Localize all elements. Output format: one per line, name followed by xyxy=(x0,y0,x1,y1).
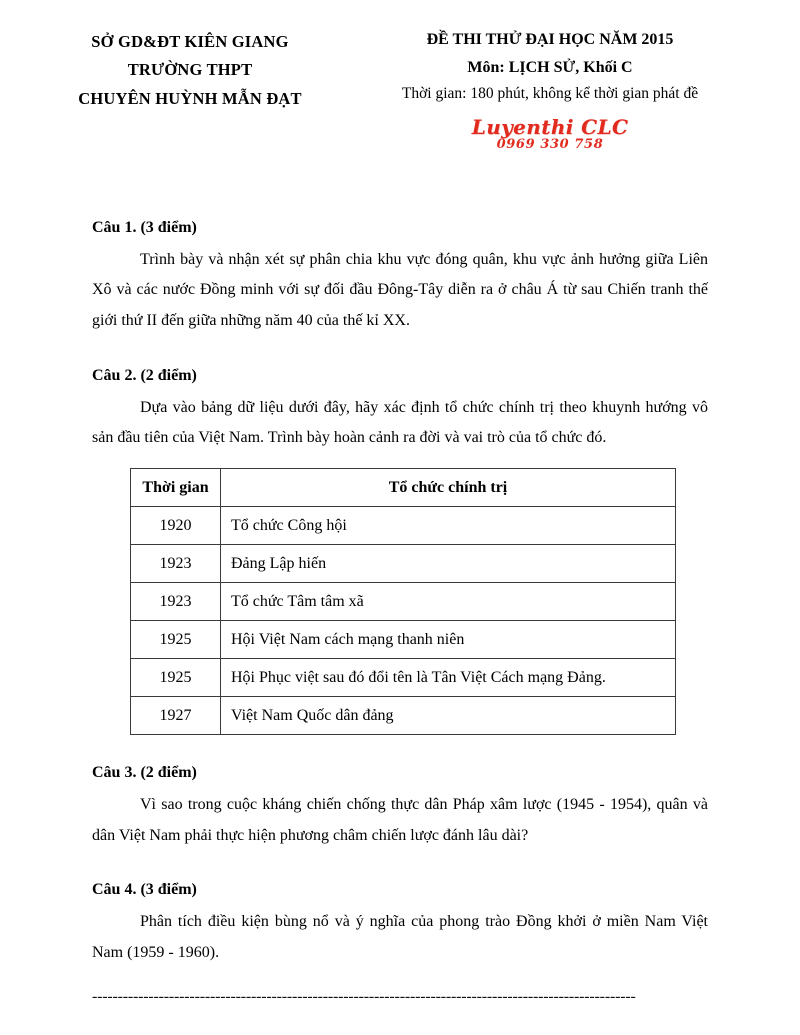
political-organizations-table-wrapper xyxy=(92,468,708,735)
school-name-line: CHUYÊN HUỲNH MẪN ĐẠT xyxy=(78,88,302,108)
cell-time: 1925 xyxy=(131,621,221,659)
exam-identity-block xyxy=(340,26,760,151)
table-header-row xyxy=(131,469,676,507)
spacer xyxy=(92,337,708,363)
table-row xyxy=(131,507,676,545)
question-2-body: Dựa vào bảng dữ liệu dưới đây, hãy xác định tổ chức chính trị theo khuynh hướng vô sản đầu tiên của Việt Nam. Trình bày hoàn cảnh ra đời và vai trò của tổ chức đó. xyxy=(92,398,708,447)
document-header xyxy=(0,0,800,151)
table-row xyxy=(131,697,676,735)
cell-organization: Đảng Lập hiến xyxy=(221,545,676,583)
question-4-body: Phân tích điều kiện bùng nổ và ý nghĩa của phong trào Đồng khởi ở miền Nam Việt Nam (1959 - 1960). xyxy=(92,913,708,962)
political-organizations-table xyxy=(130,468,676,735)
table-row xyxy=(131,621,676,659)
question-2-heading: Câu 2. (2 điểm) xyxy=(92,366,197,384)
school-identity-block xyxy=(40,26,340,113)
table-col-header-time: Thời gian xyxy=(131,469,221,507)
table-col-header-organization: Tổ chức chính trị xyxy=(221,469,676,507)
cell-time: 1923 xyxy=(131,545,221,583)
exam-content xyxy=(0,215,800,1007)
logo-brand-name: Luyenthi CLC xyxy=(471,114,629,139)
spacer xyxy=(92,739,708,760)
cell-organization: Tổ chức Tâm tâm xã xyxy=(221,583,676,621)
exam-duration: Thời gian: 180 phút, không kể thời gian phát đề xyxy=(401,85,699,103)
cell-organization: Tổ chức Công hội xyxy=(221,507,676,545)
question-3 xyxy=(92,760,708,851)
spacer xyxy=(92,851,708,877)
question-2 xyxy=(92,363,708,454)
cell-time: 1927 xyxy=(131,697,221,735)
cell-time: 1923 xyxy=(131,583,221,621)
cell-organization: Hội Việt Nam cách mạng thanh niên xyxy=(221,621,676,659)
exam-title: ĐỀ THI THỬ ĐẠI HỌC NĂM 2015 xyxy=(426,31,674,48)
table-row xyxy=(131,545,676,583)
footer-dashed-rule: ---------------------------------------------------------------------------------------------------------- xyxy=(92,988,636,1005)
table-row xyxy=(131,659,676,697)
luyenthi-clc-logo xyxy=(340,114,760,152)
logo-phone-number: 0969 330 758 xyxy=(496,136,604,152)
question-1-heading: Câu 1. (3 điểm) xyxy=(92,218,197,236)
question-4 xyxy=(92,877,708,968)
question-1-body: Trình bày và nhận xét sự phân chia khu vực đóng quân, khu vực ảnh hưởng giữa Liên Xô và các nước Đồng minh với sự đối đầu Đông-Tây diễn ra ở châu Á từ sau Chiến tranh thế giới thứ II đến giữa những năm 40 của thế kỉ XX. xyxy=(92,250,708,330)
cell-organization: Hội Phục việt sau đó đổi tên là Tân Việt Cách mạng Đảng. xyxy=(221,659,676,697)
school-type-line: TRƯỜNG THPT xyxy=(127,60,253,80)
school-department-line: SỞ GD&ĐT KIÊN GIANG xyxy=(91,32,289,51)
table-row xyxy=(131,583,676,621)
cell-time: 1925 xyxy=(131,659,221,697)
question-3-body: Vì sao trong cuộc kháng chiến chống thực dân Pháp xâm lược (1945 - 1954), quân và dân Việt Nam phải thực hiện phương châm chiến lược đánh lâu dài? xyxy=(92,796,708,844)
cell-organization: Việt Nam Quốc dân đảng xyxy=(221,697,676,735)
question-1 xyxy=(92,215,708,337)
exam-subject: Môn: LỊCH SỬ, Khối C xyxy=(467,58,633,76)
cell-time: 1920 xyxy=(131,507,221,545)
question-3-heading: Câu 3. (2 điểm) xyxy=(92,764,197,782)
question-4-heading: Câu 4. (3 điểm) xyxy=(92,881,197,899)
